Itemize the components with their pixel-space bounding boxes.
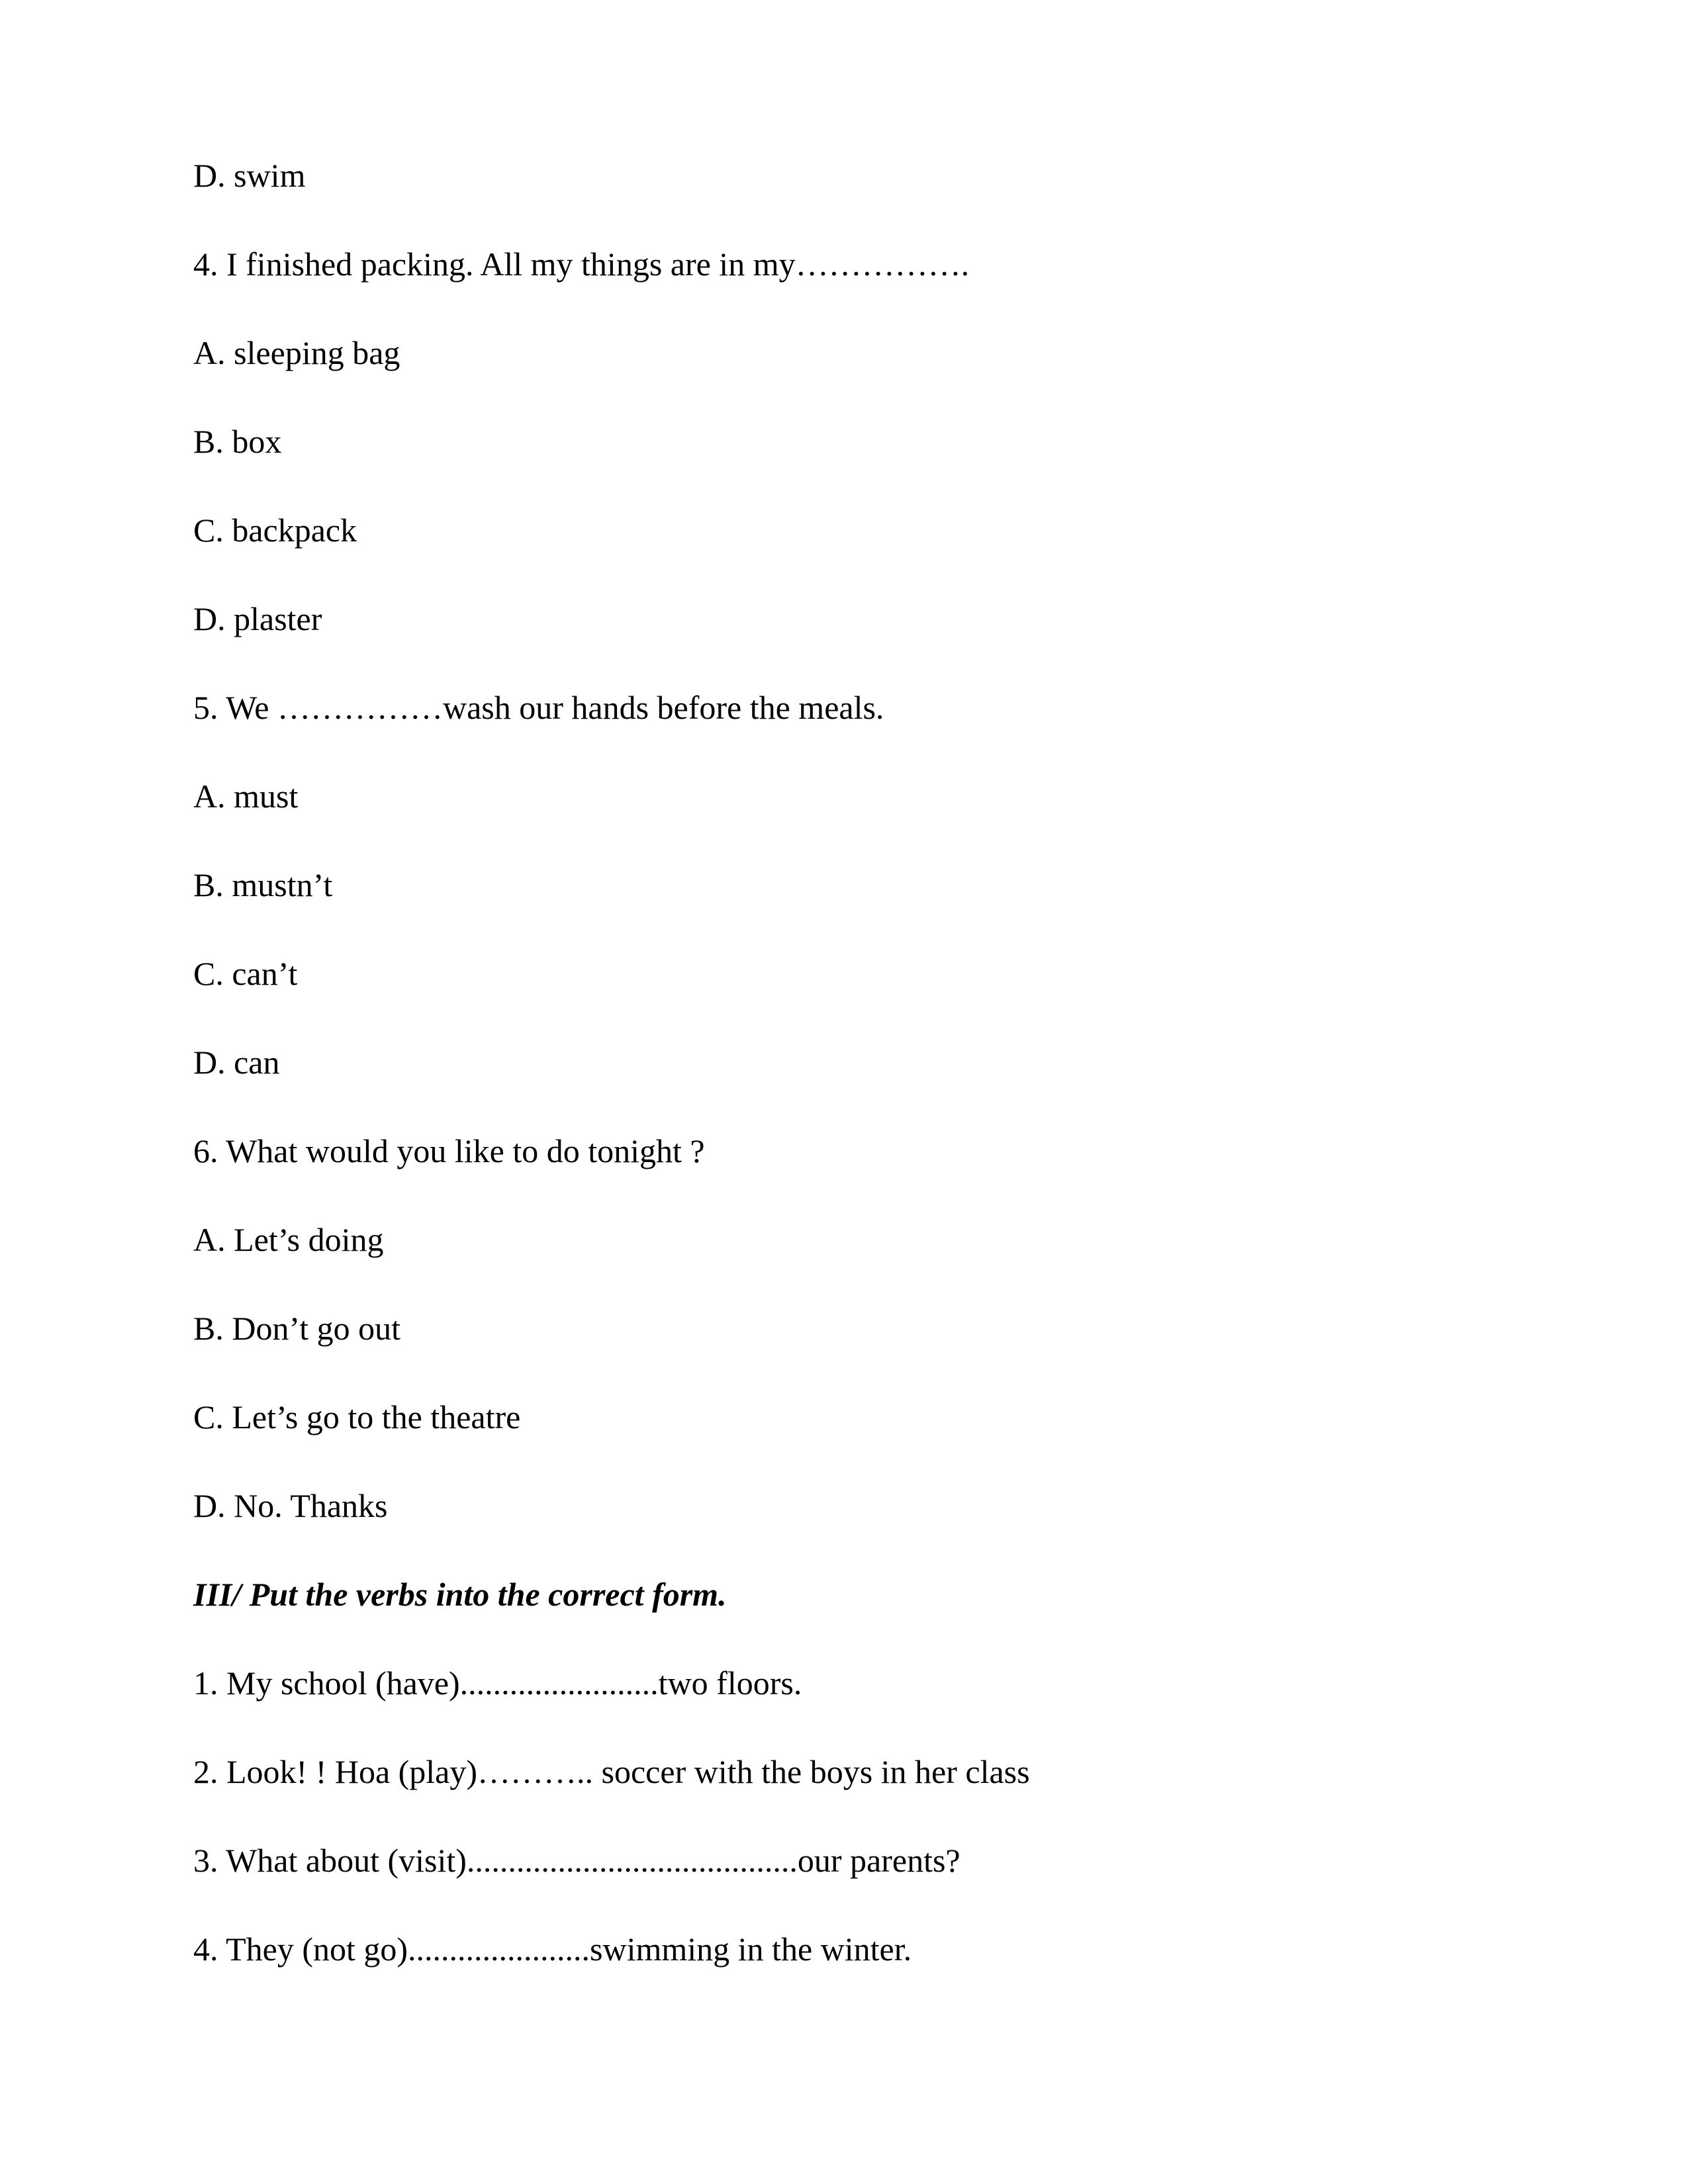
q6-option-a: A. Let’s doing <box>193 1221 384 1258</box>
section-3-heading: III/ Put the verbs into the correct form. <box>193 1576 727 1613</box>
section-3-item-4: 4. They (not go)......................swimming in the winter. <box>193 1931 912 1968</box>
q5-option-d: D. can <box>193 1044 280 1081</box>
q5-question: 5. We ……………wash our hands before the meals. <box>193 689 884 726</box>
q6-option-c: C. Let’s go to the theatre <box>193 1398 521 1435</box>
section-3-item-2: 2. Look! ! Hoa (play)……….. soccer with the boys in her class <box>193 1753 1030 1790</box>
q4-option-b: B. box <box>193 423 282 460</box>
q4-option-c: C. backpack <box>193 512 357 549</box>
q4-option-d: D. plaster <box>193 600 322 637</box>
q5-option-a: A. must <box>193 778 299 815</box>
q5-option-c: C. can’t <box>193 955 298 992</box>
q3-option-d: D. swim <box>193 157 306 194</box>
q4-question: 4. I finished packing. All my things are in my……………. <box>193 246 970 283</box>
q5-option-b: B. mustn’t <box>193 866 333 903</box>
q6-option-b: B. Don’t go out <box>193 1310 400 1347</box>
section-3-item-1: 1. My school (have)........................two floors. <box>193 1664 802 1702</box>
q6-option-d: D. No. Thanks <box>193 1487 388 1524</box>
q4-option-a: A. sleeping bag <box>193 334 400 371</box>
q6-question: 6. What would you like to do tonight ? <box>193 1132 705 1169</box>
section-3-item-3: 3. What about (visit)........................................our parents? <box>193 1842 961 1879</box>
